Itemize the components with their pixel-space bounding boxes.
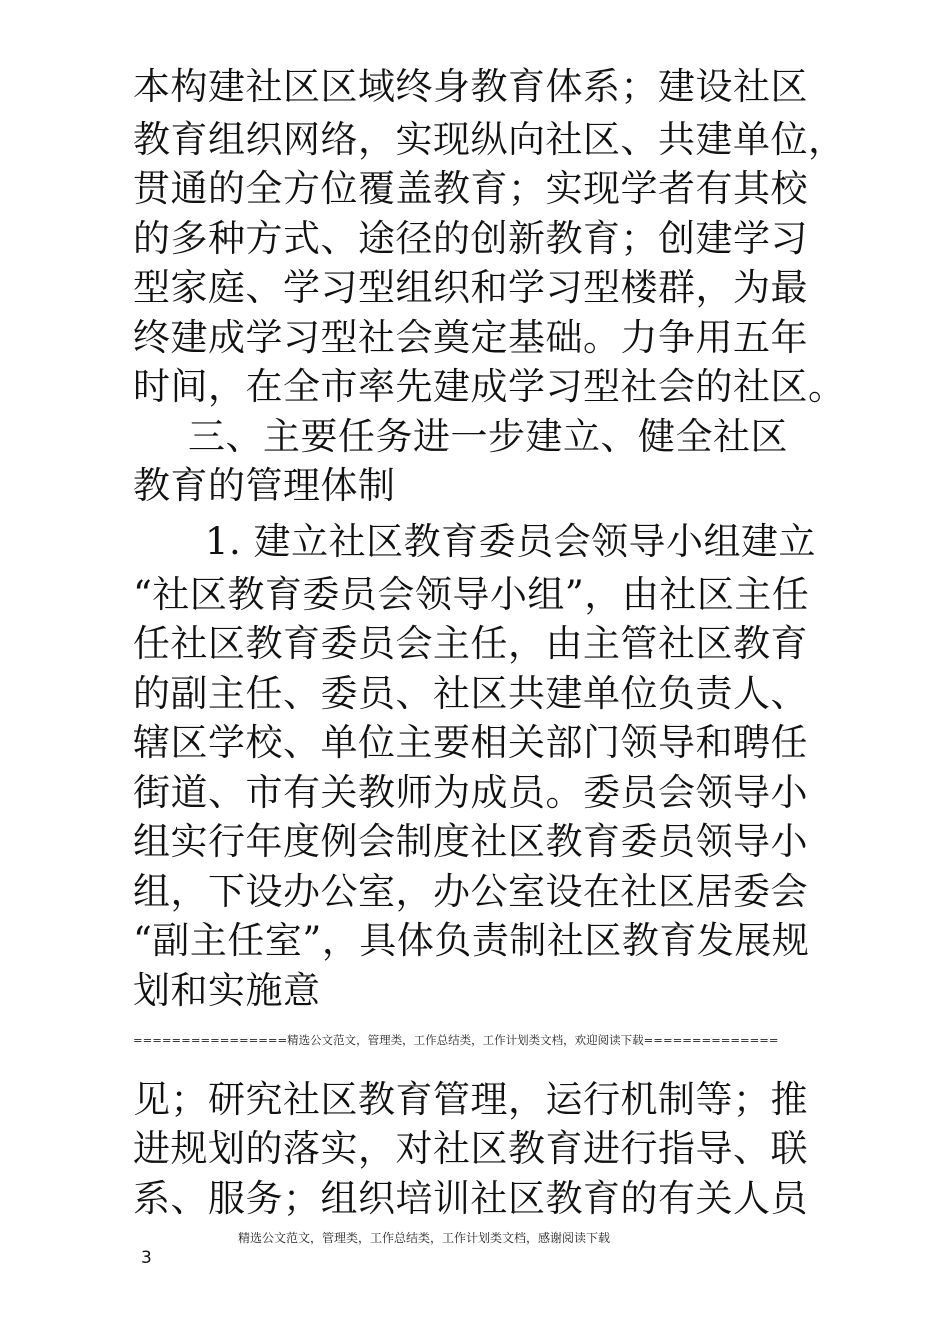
body-text-line: 的多种方式、途径的创新教育；创建学习 — [133, 217, 808, 260]
numbered-item-heading: 1. 建立社区教育委员会领导小组建立 — [205, 520, 817, 563]
divider-banner: ================精选公文范文，管理类，工作总结类，工作计划类文档，欢迎阅读下载============== — [133, 1033, 779, 1047]
body-text-line: 组实行年度例会制度社区教育委员领导小 — [133, 820, 808, 863]
page-number: 3 — [141, 1248, 152, 1268]
section-heading: 三、主要任务进一步建立、健全社区 — [188, 415, 788, 458]
body-text-line: 系、服务；组织培训社区教育的有关人员 — [133, 1177, 808, 1220]
body-text-line: 见；研究社区教育管理，运行机制等；推 — [133, 1078, 808, 1121]
body-text-line: “副主任室”，具体负责制社区教育发展规 — [133, 919, 810, 962]
body-text-line: 终建成学习型社会奠定基础。力争用五年 — [133, 316, 808, 359]
body-text-line: 街道、市有关教师为成员。委员会领导小 — [133, 771, 808, 814]
body-text-line: 的副主任、委员、社区共建单位负责人、 — [133, 672, 808, 715]
body-text-line: 划和实施意 — [133, 969, 321, 1012]
body-text-line: 贯通的全方位覆盖教育；实现学者有其校 — [133, 167, 808, 210]
body-text-line: 组，下设办公室，办公室设在社区居委会 — [133, 870, 808, 913]
section-heading-continuation: 教育的管理体制 — [133, 464, 396, 507]
body-text-line: 辖区学校、单位主要相关部门领导和聘任 — [133, 721, 808, 764]
body-text-line: 教育组织网络，实现纵向社区、共建单位， — [133, 118, 846, 161]
body-text-line: “社区教育委员会领导小组”，由社区主任 — [133, 573, 810, 616]
body-text-line: 任社区教育委员会主任，由主管社区教育 — [133, 622, 808, 665]
body-text-line: 进规划的落实，对社区教育进行指导、联 — [133, 1127, 808, 1170]
body-text-line: 型家庭、学习型组织和学习型楼群，为最 — [133, 266, 808, 309]
page-footer: 精选公文范文，管理类，工作总结类，工作计划类文档，感谢阅读下载 — [238, 1231, 611, 1245]
body-text-line: 本构建社区区域终身教育体系；建设社区 — [133, 65, 808, 108]
body-text-line: 时间，在全市率先建成学习型社会的社区。 — [133, 365, 846, 408]
